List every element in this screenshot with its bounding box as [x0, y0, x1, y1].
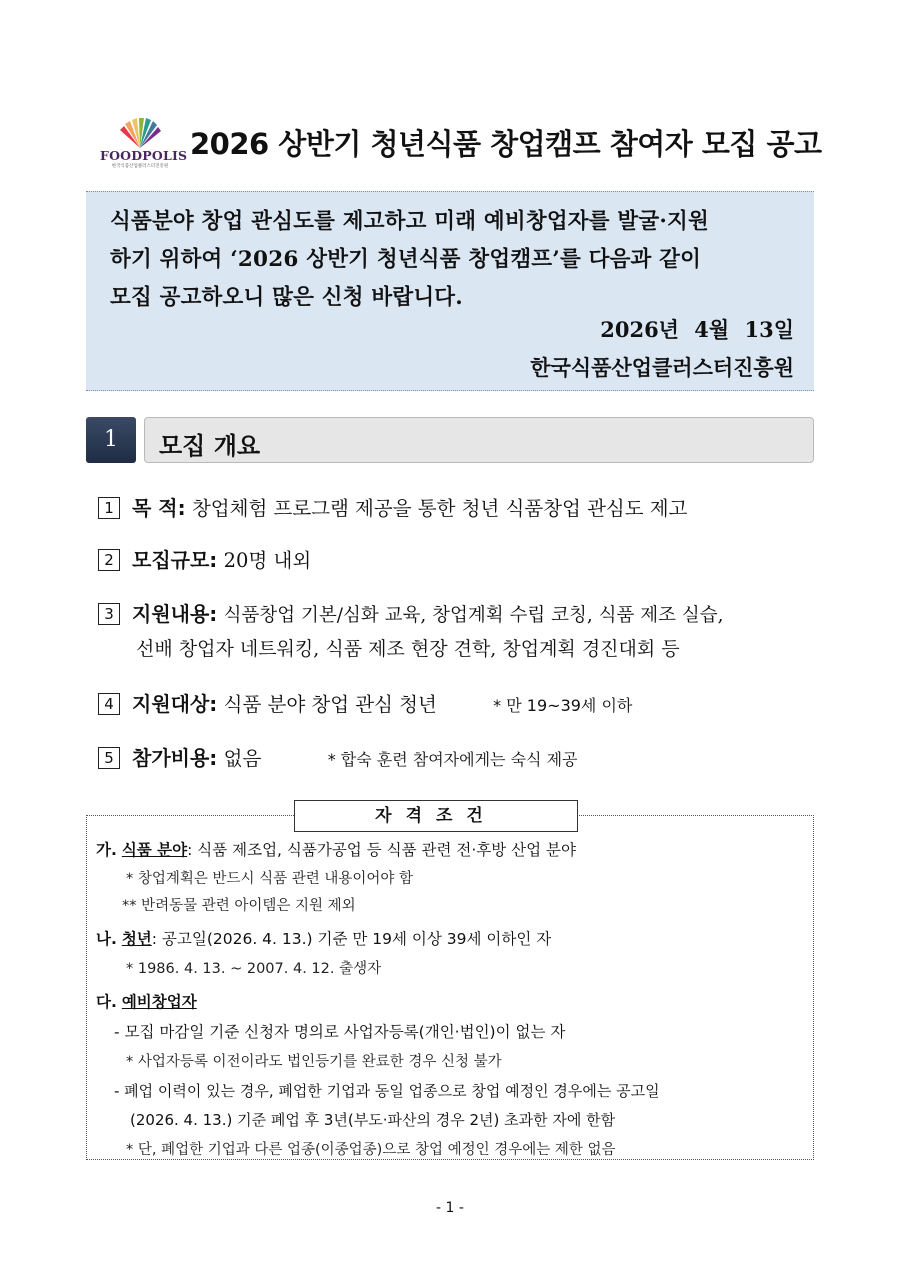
- qual-c-detail2-cont: (2026. 4. 13.) 기준 폐업 후 3년(부도·파산의 경우 2년) 초과한 자에 한함: [130, 1111, 616, 1129]
- qual-a-prefix: 가.: [96, 841, 117, 859]
- item-scale: [98, 544, 311, 573]
- item-support-cont: [136, 634, 680, 661]
- qual-c-label: 예비창업자: [121, 993, 197, 1011]
- item-target: [98, 688, 632, 717]
- qual-b-prefix: 나.: [96, 930, 117, 948]
- item-label: 모집규모:: [132, 548, 218, 572]
- item-number: 2: [98, 549, 120, 571]
- qual-c-detail2: - 폐업 이력이 있는 경우, 폐업한 기업과 동일 업종으로 창업 예정인 경우에는 공고일: [114, 1082, 660, 1100]
- intro-line-3: 모집 공고하오니 많은 신청 바랍니다.: [110, 285, 463, 310]
- item-value: 20명 내외: [223, 549, 312, 572]
- qual-a-sub2: ** 반려동물 관련 아이템은 지원 제외: [122, 898, 356, 914]
- item-value: 창업체험 프로그램 제공을 통한 청년 식품창업 관심도 제고: [191, 497, 688, 520]
- item-number: 1: [98, 497, 120, 519]
- page-title: 2026 상반기 청년식품 창업캠프 참여자 모집 공고: [190, 127, 822, 161]
- qual-a-sub1: * 창업계획은 반드시 식품 관련 내용이어야 함: [126, 871, 414, 887]
- section-number-badge: 1: [86, 417, 136, 463]
- qual-b: [96, 927, 551, 949]
- item-note: * 합숙 훈련 참여자에게는 숙식 제공: [327, 750, 578, 769]
- qual-c: [96, 990, 197, 1012]
- section-title: 모집 개요: [159, 432, 261, 460]
- organization-name: 한국식품산업클러스터진흥원: [530, 355, 794, 380]
- item-value: 식품창업 기본/심화 교육, 창업계획 수립 코칭, 식품 제조 실습,: [223, 605, 724, 626]
- section-header-bar: [144, 417, 814, 463]
- qual-b-text: : 공고일(2026. 4. 13.) 기준 만 19세 이상 39세 이하인 자: [151, 930, 552, 948]
- foodpolis-logo: [100, 118, 188, 170]
- qualification-heading: 자격조건: [294, 800, 578, 832]
- logo-subtitle: 한국식품산업클러스터진흥원: [111, 164, 169, 169]
- item-purpose: [98, 492, 687, 521]
- item-label: 지원대상:: [132, 692, 218, 716]
- qual-c-detail2-note: * 단, 폐업한 기업과 다른 업종(이종업종)으로 창업 예정인 경우에는 제한 없음: [126, 1142, 616, 1158]
- qual-a-label: 식품 분야: [121, 841, 188, 859]
- qual-c-detail1-note: * 사업자등록 이전이라도 법인등기를 완료한 경우 신청 불가: [126, 1054, 502, 1070]
- item-number: 4: [98, 693, 120, 715]
- item-note: * 만 19~39세 이하: [493, 696, 633, 715]
- intro-line-2: 하기 위하여 ‘2026 상반기 청년식품 창업캠프’를 다음과 같이: [110, 247, 702, 272]
- item-label: 참가비용:: [132, 746, 218, 770]
- item-support: [98, 598, 723, 627]
- qual-b-sub1: * 1986. 4. 13. ~ 2007. 4. 12. 출생자: [126, 961, 382, 977]
- item-value-continued: 선배 창업자 네트워킹, 식품 제조 현장 견학, 창업계획 경진대회 등: [136, 638, 680, 660]
- logo-fan-icon: [116, 118, 164, 148]
- intro-line-1: 식품분야 창업 관심도를 제고하고 미래 예비창업자를 발굴·지원: [110, 209, 709, 234]
- qual-a: [96, 838, 576, 860]
- qual-c-detail1: - 모집 마감일 기준 신청자 명의로 사업자등록(개인·법인)이 없는 자: [114, 1023, 566, 1041]
- item-number: 5: [98, 747, 120, 769]
- page-number: - 1 -: [436, 1200, 464, 1216]
- item-label: 목 적:: [132, 496, 186, 520]
- qual-c-prefix: 다.: [96, 993, 117, 1011]
- item-value: 식품 분야 창업 관심 청년: [223, 693, 437, 716]
- item-value: 없음: [223, 747, 262, 770]
- item-cost: [98, 742, 578, 771]
- logo-wordmark: FOODPOLIS: [100, 148, 188, 163]
- intro-box: [86, 191, 814, 391]
- item-label: 지원내용:: [132, 602, 218, 626]
- announcement-date: 2026년 4월 13일: [600, 317, 794, 342]
- item-number: 3: [98, 603, 120, 625]
- qual-a-text: : 식품 제조업, 식품가공업 등 식품 관련 전·후방 산업 분야: [187, 841, 576, 859]
- qual-b-label: 청년: [121, 930, 152, 948]
